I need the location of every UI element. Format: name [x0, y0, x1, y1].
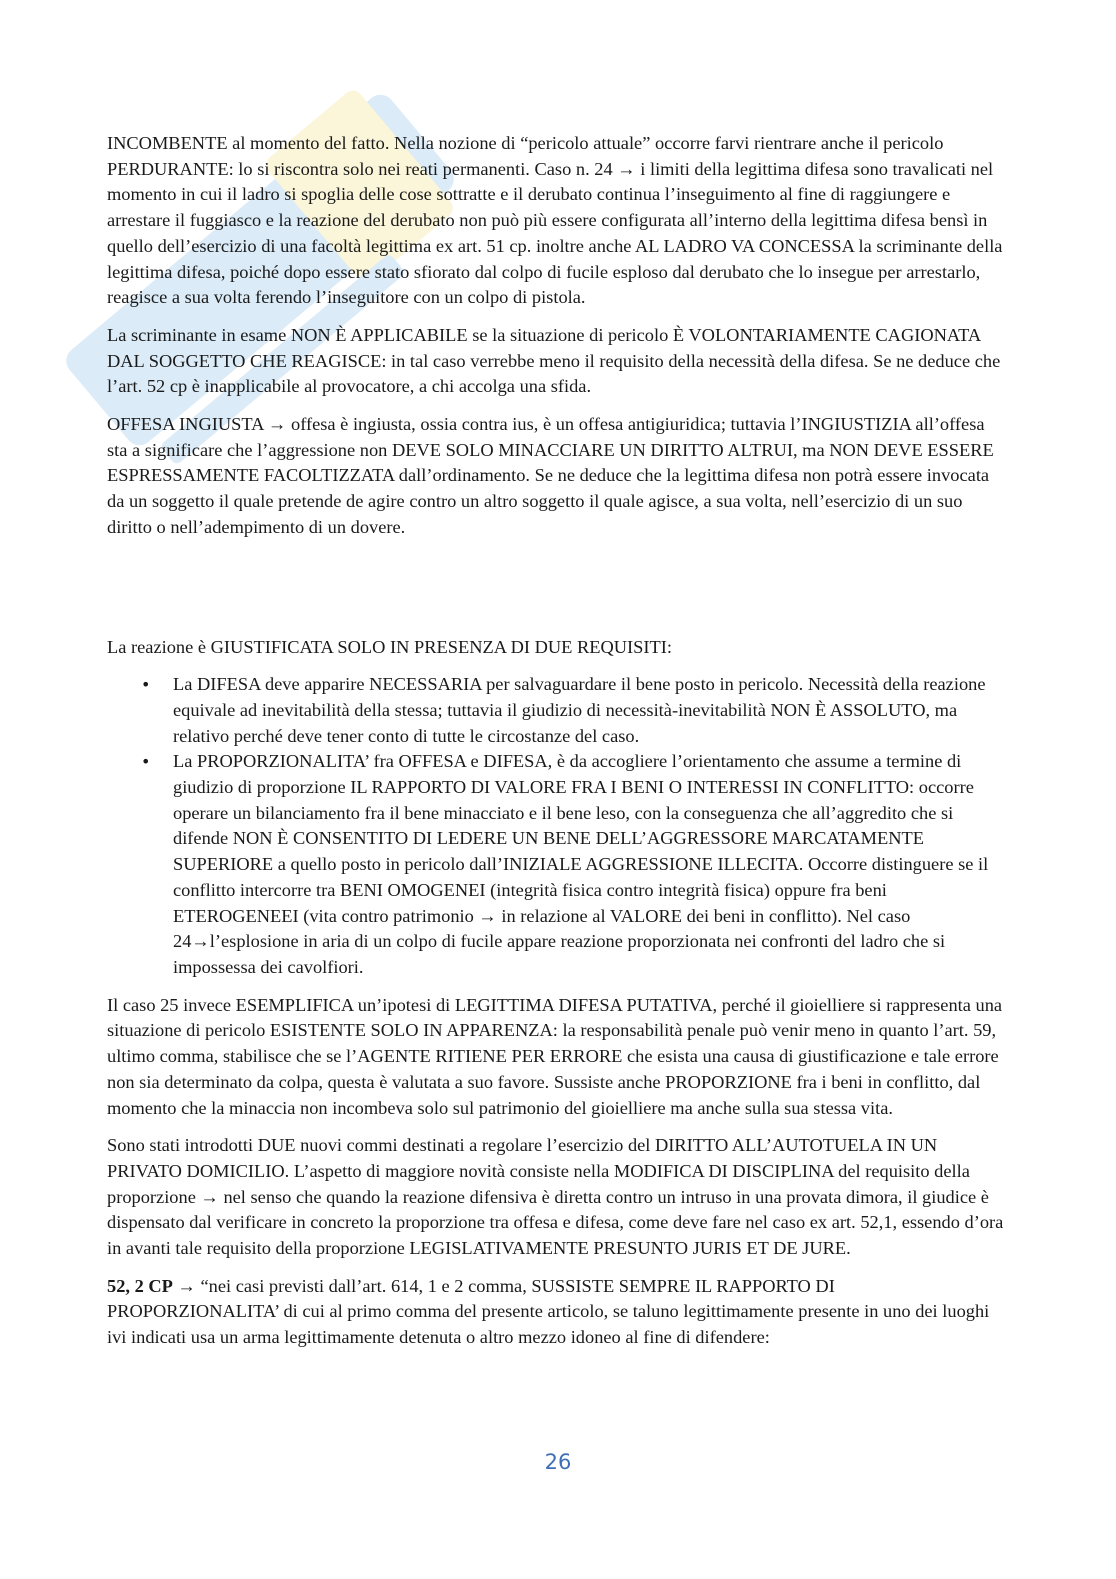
requirements-list: [107, 672, 1007, 980]
paragraph-offesa-ingiusta: OFFESA INGIUSTA → offesa è ingiusta, ossia contra ius, è un offesa antigiuridica; tuttavia l’INGIUSTIZIA all’offesa sta a significare che l’aggressione non DEVE SOLO MINACCIARE UN DIRITTO ALTRUI, ma NON DEVE ESSERE ESPRESSAMENTE FACOLTIZZATA dall’ordinamento. Se ne deduce che la legittima difesa non potrà essere invocata da un soggetto il quale pretende de agire contro un altro soggetto il quale agisce, a sua volta, nell’esercizio di un suo diritto o nell’adempimento di un dovere.: [107, 414, 994, 537]
paragraph-scriminante: La scriminante in esame NON È APPLICABILE se la situazione di pericolo È VOLONTARIAMENTE CAGIONATA DAL SOGGETTO CHE REAGISCE: in tal caso verrebbe meno il requisito della necessità della difesa. Se ne deduce che l’art. 52 cp è inapplicabile al provocatore, a chi accolga una sfida.: [107, 324, 1001, 397]
list-item-proporzionalita: • La PROPORZIONALITA’ fra OFFESA e DIFESA, è da accogliere l’orientamento che assume a termine di giudizio di proporzione IL RAPPORTO DI VALORE FRA I BENI O INTERESSI IN CONFLITTO: occorre operare un bilanciamento fra il bene minacciato e il bene leso, con la conseguenza che all’aggredito che si difende NON È CONSENTITO DI LEDERE UN BENE DELL’AGGRESSORE MARCATAMENTE SUPERIORE a quello posto in pericolo dall’INIZIALE AGGRESSIONE ILLECITA. Occorre distinguere se il conflitto intercorre tra BENI OMOGENEI (integrità fisica contro integrità fisica) oppure fra beni ETEROGENEEI (vita contro patrimonio → in relazione al VALORE dei beni in conflitto). Nel caso 24→l’esplosione in aria di un colpo di fucile appare reazione proporzionata nei confronti del ladro che si impossessa dei cavolfiori.: [173, 749, 1007, 980]
article-reference: 52, 2 CP: [107, 1275, 173, 1296]
document-page: [107, 131, 1007, 1363]
page-number: 26: [544, 1450, 572, 1474]
paragraph-caso-25: Il caso 25 invece ESEMPLIFICA un’ipotesi di LEGITTIMA DIFESA PUTATIVA, perché il gioielliere si rappresenta una situazione di pericolo ESISTENTE SOLO IN APPARENZA: la responsabilità penale può venir meno in quanto l’art. 59, ultimo comma, stabilisce che se l’AGENTE RITIENE PER ERRORE che esista una causa di giustificazione e tale errore non sia determinato da colpa, questa è valutata a suo favore. Sussiste anche PROPORZIONE fra i beni in conflitto, dal momento che la minaccia non incombeva solo sul patrimonio del gioielliere ma anche sulla sua stessa vita.: [107, 994, 1003, 1118]
paragraph-art-52-2: [107, 1274, 1007, 1351]
article-quote: → “nei casi previsti dall’art. 614, 1 e 2 comma, SUSSISTE SEMPRE IL RAPPORTO DI PROPORZIONALITA’ di cui al primo comma del presente articolo, se taluno legittimamente presente in uno dei luoghi ivi indicati usa un arma legittimamente detenuta o altro mezzo idoneo al fine di difendere:: [107, 1275, 990, 1348]
vertical-gap: [107, 553, 1007, 635]
paragraph-nuovi-commi: Sono stati introdotti DUE nuovi commi destinati a regolare l’esercizio del DIRITTO ALL’AUTOTUELA IN UN PRIVATO DOMICILIO. L’aspetto di maggiore novità consiste nella MODIFICA DI DISCIPLINA del requisito della proporzione → nel senso che quando la reazione difensiva è diretta contro un intruso in una provata dimora, il giudice è dispensato dal verificare in concreto la proporzione tra offesa e difesa, come deve fare nel caso ex art. 52,1, essendo d’ora in avanti tale requisito della proporzione LEGISLATIVAMENTE PRESUNTO JURIS ET DE JURE.: [107, 1135, 1004, 1259]
requirements-intro: La reazione è GIUSTIFICATA SOLO IN PRESENZA DI DUE REQUISITI:: [107, 636, 672, 657]
list-item-difesa-necessaria: • La DIFESA deve apparire NECESSARIA per salvaguardare il bene posto in pericolo. Necessità della reazione equivale ad inevitabilità della stessa; tuttavia il giudizio di necessità-inevitabilità NON È ASSOLUTO, ma relativo perché deve tener conto di tutte le circostanze del caso.: [173, 672, 1007, 749]
paragraph-pericolo-attuale: INCOMBENTE al momento del fatto. Nella nozione di “pericolo attuale” occorre farvi rientrare anche il pericolo PERDURANTE: lo si riscontra solo nei reati permanenti. Caso n. 24 → i limiti della legittima difesa sono travalicati nel momento in cui il ladro si spoglia delle cose sottratte e il derubato continua l’inseguimento al fine di raggiungere e arrestare il fuggiasco e la reazione del derubato non può più essere configurata all’interno della legittima difesa bensì in quello dell’esercizio di una facoltà legittima ex art. 51 cp. inoltre anche AL LADRO VA CONCESSA la scriminante della legittima difesa, poiché dopo essere stato sfiorato dal colpo di fucile esploso dal derubato che lo insegue per arrestarlo, reagisce a sua volta ferendo l’inseguitore con un colpo di pistola.: [107, 133, 1003, 308]
